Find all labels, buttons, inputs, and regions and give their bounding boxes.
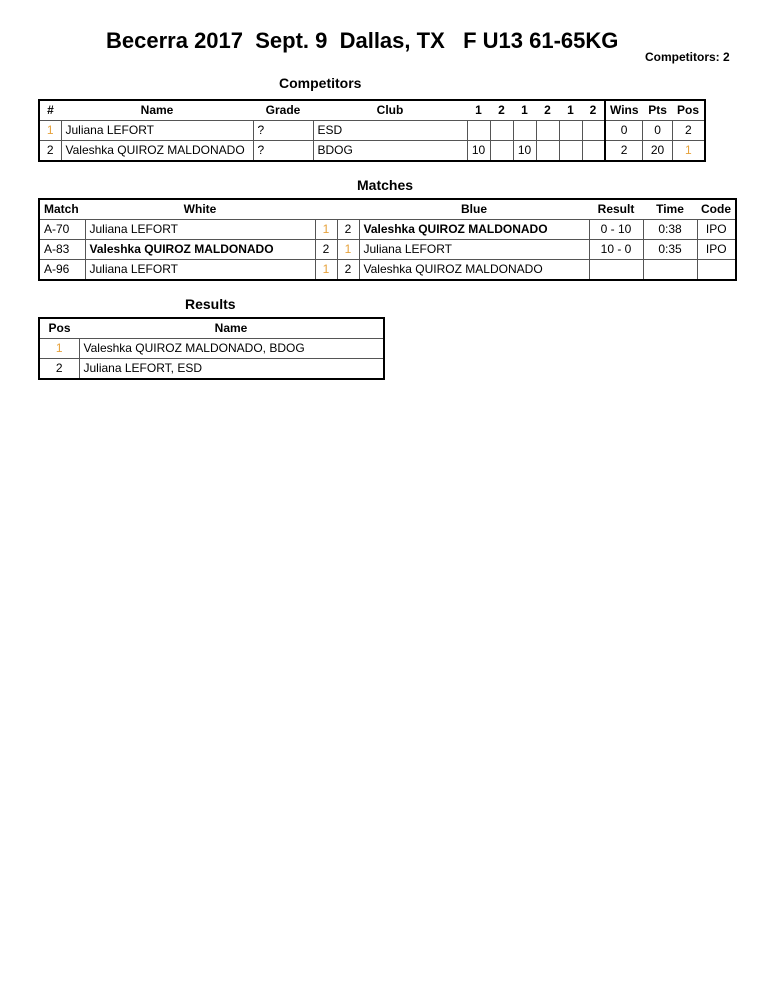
col-header-pts: Pts xyxy=(648,103,667,117)
table-row xyxy=(39,220,736,240)
blue-competitor: Valeshka QUIROZ MALDONADO xyxy=(359,260,589,281)
score-cell: 10 xyxy=(513,141,536,162)
white-number: 2 xyxy=(315,240,337,260)
score-cell xyxy=(582,121,605,141)
match-code: IPO xyxy=(697,240,736,260)
col-header-result: Result xyxy=(597,202,635,216)
competitors-header-row xyxy=(39,100,705,121)
col-header-score: 1 xyxy=(521,103,528,117)
score-cell xyxy=(536,121,559,141)
match-result: 0 - 10 xyxy=(589,220,643,240)
score-cell xyxy=(490,121,513,141)
results-header-row xyxy=(39,318,384,339)
col-header-score: 1 xyxy=(567,103,574,117)
competitor-number: 2 xyxy=(39,141,61,162)
col-header-time: Time xyxy=(656,202,684,216)
competitor-position: 2 xyxy=(673,121,705,141)
score-cell xyxy=(559,121,582,141)
col-header-pos: Pos xyxy=(677,103,700,117)
col-header-wins: Wins xyxy=(605,100,643,121)
table-row xyxy=(39,359,384,380)
match-result xyxy=(589,260,643,281)
page-title: Becerra 2017 Sept. 9 Dallas, TX F U13 61-65KG xyxy=(106,28,619,53)
competitors-table xyxy=(38,99,706,162)
table-row xyxy=(39,141,705,162)
col-header-score: 1 xyxy=(475,103,482,117)
results-section-title: Results xyxy=(185,296,236,312)
result-position: 1 xyxy=(39,339,79,359)
competitor-points: 0 xyxy=(643,121,673,141)
col-header-grade: Grade xyxy=(265,103,301,117)
white-competitor: Valeshka QUIROZ MALDONADO xyxy=(85,240,315,260)
col-header-match: Match xyxy=(44,202,79,216)
match-time xyxy=(643,260,697,281)
competitor-wins: 2 xyxy=(605,141,643,162)
results-table xyxy=(38,317,385,380)
competitor-wins: 0 xyxy=(605,121,643,141)
score-cell xyxy=(467,121,490,141)
blue-number: 2 xyxy=(337,260,359,281)
blue-number: 1 xyxy=(337,240,359,260)
col-header-score: 2 xyxy=(544,103,551,117)
competitor-grade: ? xyxy=(253,141,313,162)
competitor-club: BDOG xyxy=(313,141,467,162)
match-id: A-70 xyxy=(39,220,85,240)
col-header-score: 2 xyxy=(589,103,597,117)
score-cell xyxy=(559,141,582,162)
col-header-score: 2 xyxy=(498,103,505,117)
competitor-club: ESD xyxy=(313,121,467,141)
table-row xyxy=(39,121,705,141)
result-name: Valeshka QUIROZ MALDONADO, BDOG xyxy=(79,339,384,359)
col-header-white: White xyxy=(183,202,217,216)
table-row xyxy=(39,260,736,281)
matches-section-title: Matches xyxy=(357,177,414,193)
competitor-number: 1 xyxy=(39,121,61,141)
white-number: 1 xyxy=(315,260,337,281)
competitor-name: Juliana LEFORT xyxy=(61,121,253,141)
col-header-pos: Pos xyxy=(48,321,71,335)
competitor-points: 20 xyxy=(643,141,673,162)
match-time: 0:35 xyxy=(643,240,697,260)
competitor-position: 1 xyxy=(673,141,705,162)
score-cell xyxy=(513,121,536,141)
competitor-grade: ? xyxy=(253,121,313,141)
white-competitor: Juliana LEFORT xyxy=(85,220,315,240)
white-number: 1 xyxy=(315,220,337,240)
blue-competitor: Valeshka QUIROZ MALDONADO xyxy=(359,220,589,240)
score-cell: 10 xyxy=(467,141,490,162)
competitors-count: Competitors: 2 xyxy=(645,50,730,64)
match-code: IPO xyxy=(697,220,736,240)
col-header-name: Name xyxy=(140,103,174,117)
table-row xyxy=(39,240,736,260)
col-header-blue: Blue xyxy=(460,202,487,216)
match-id: A-83 xyxy=(39,240,85,260)
result-position: 2 xyxy=(39,359,79,380)
table-row xyxy=(39,339,384,359)
match-time: 0:38 xyxy=(643,220,697,240)
matches-header-row xyxy=(39,199,736,220)
blue-competitor: Juliana LEFORT xyxy=(359,240,589,260)
score-cell xyxy=(536,141,559,162)
competitor-name: Valeshka QUIROZ MALDONADO xyxy=(61,141,253,162)
match-code xyxy=(697,260,736,281)
blue-number: 2 xyxy=(337,220,359,240)
match-result: 10 - 0 xyxy=(589,240,643,260)
white-competitor: Juliana LEFORT xyxy=(85,260,315,281)
score-cell xyxy=(490,141,513,162)
result-name: Juliana LEFORT, ESD xyxy=(79,359,384,380)
match-id: A-96 xyxy=(39,260,85,281)
col-header-name: Name xyxy=(214,321,248,335)
score-cell xyxy=(582,141,605,162)
col-header-code: Code xyxy=(701,202,731,216)
col-header-club: Club xyxy=(376,103,404,117)
col-header-number: # xyxy=(47,103,54,117)
matches-table xyxy=(38,198,737,281)
competitors-section-title: Competitors xyxy=(279,75,362,91)
